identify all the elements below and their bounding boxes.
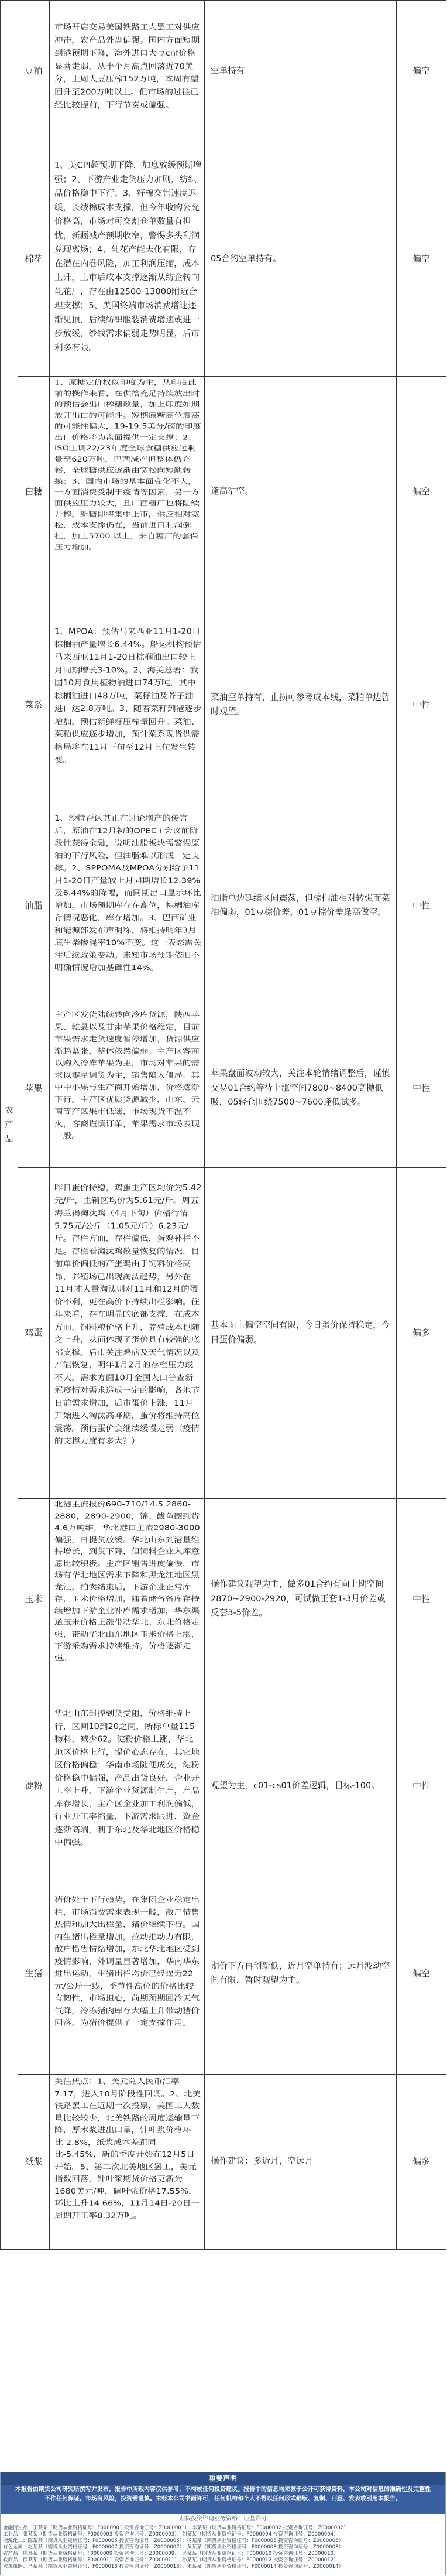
view-cell: 中性 <box>397 1009 446 1168</box>
variety-cell: 豆粕 <box>18 1 50 142</box>
variety-cell: 玉米 <box>18 1498 50 1700</box>
analysis-text: 昨日蛋价持稳，鸡蛋主产区均价为5.42元/斤，主销区均价为5.61元/斤。周五海兰褐淘汰鸡（4月下旬）价格行情5.75元/公斤（1.05元/斤）6.23元/斤。存栏方面，存栏偏低，蛋鸡补栏不足。存栏看淘汰鸡数量恢复的情况，目前单价偏低的产蛋鸡由于饲料价格高昂，养殖场已出现淘汰趋势，另外在11月才大量淘汰则对11月和12月的蛋价不利，更在高价下持续出栏影响。往年来看，存在明显的底部支撑，在成本方面，饲料粮价格上升，养殖成本也随之上升，从而体现了蛋价具有较强的底部支撑。后市关注鸡病及天气情况以及产能恢复，明年1月2月的存栏压力或不大，需求方面10月全国人口普查新冠疫情对需求造成一定的影响，各地节日前需求增加，后市蛋价上涨，11月开始进入淘汰高峰期，蛋价将维持高位震荡。预估蛋价会继续缓慢走弱（疫情的支撑力度有多大？） <box>54 1183 202 1446</box>
strategy-cell: 空单持有 <box>205 1 397 142</box>
view-cell: 中性 <box>397 802 446 1009</box>
table-row <box>1 377 446 607</box>
table-row <box>1 1873 446 2074</box>
table-row <box>1 802 446 1009</box>
analysis-text: 北港主流报价690-710/14.5 2860-2880，2890-2900，锦、鲅鱼圈到货4.6万吨维，华北港口主流2980-3000偏强，日提货放缓。华北山东到港量维持增长，到货下降，但饲料企业入库意愿比较积极。主产区销售进度偏慢，市场有华北地区需求下降和黑龙江地区黑龙江，拍卖结束后，下游企业正常库存，玉米价格增加，随着储备备库存持续增加下游企业补库需求增加，华东渠道玉米价格上涨带动华北、东北价格走强，带动华北山东地区玉米价格上涨，下游采购需求持续维持，价格逐渐走强。 <box>54 1499 200 1662</box>
analysis-text: 1、MPOA：预估马来西亚11月1-20日棕榈油产量增长6.44%。船运机构预估马来西亚11月1-20日棕榈油出口较上月同期增长3-10%。2、海关总署：我国10月食用植物油进口74万吨，其中棕榈油进口48万吨，菜籽油及芥子油进口达2.8万吨。3、随着菜籽到港逐步增加，预估新鲜籽压榨量回升。菜油、菜粕供应逐步增加，预计菜系现货供需格局将在11月下旬至12月上旬发生转变。 <box>54 627 202 765</box>
view-cell: 偏多 <box>397 2074 446 2249</box>
disclaimer-title: 重要声明 <box>1 2472 445 2485</box>
strategy-cell: 逢高沽空。 <box>205 377 397 607</box>
analyst-list <box>1 2524 445 2575</box>
analyst-line: 有色金属：赵某某（期货从业资格证号：F0000007 投资咨询证号：Z0000007）；黄某某（期货从业资格证号：F0000008 投资咨询证号：Z0000008） <box>3 2544 344 2550</box>
analysis-cell <box>50 1167 205 1498</box>
analysis-cell <box>50 802 205 1009</box>
table-row <box>1 142 446 377</box>
variety-cell: 苹果 <box>18 1009 50 1168</box>
analyst-line: 金融衍生品：王某某（期货从业资格证号：F0000001 投资咨询证号：Z0000001）；李某某（期货从业资格证号：F0000002 投资咨询证号：Z0000002） <box>3 2525 349 2531</box>
analysis-cell <box>50 1009 205 1168</box>
analysis-text: 主产区发货陆续转向冷库货源，陕西苹果、乾县以及甘肃苹果价格稳定，目前苹果需求走货速度暂停增加，货源供应渐趋紧张，整体依然偏弱。主产区客商以购入冷库苹果为主，市场对苹果的需求以零星调货为主，销售陷入僵局。其中中小果与生产商开始增加，价格逐渐下行。主产区优质货源减少，山东、云南等产区果市低迷，市场现货不温不火，客商谨慎订单，苹果需求市场表现一般。 <box>54 1010 200 1140</box>
view-cell: 偏多 <box>397 1167 446 1498</box>
analyst-line: 软商品：徐某某（期货从业资格证号：F0000011 投资咨询证号：Z0000011）；孙某某（期货从业资格证号：F0000012 投资咨询证号：Z0000012） <box>3 2557 339 2563</box>
table-row <box>1 2074 446 2249</box>
strategy-cell: 05合约空单持有。 <box>205 142 397 377</box>
strategy-cell: 油脂单边延续区间震荡，但棕榈油相对转强而菜油偏弱，01豆棕价差，01豆棕价差逢高做空。 <box>205 802 397 1009</box>
analysis-cell <box>50 607 205 802</box>
analysis-text: 1、原糖定价权以印度为主，从印度此前的操作来看，在供给充足持续放出时的预估会出口榨糖数量，加上印度如期放开出口的可能性。短期原糖高位震荡的可能性偏大，19-19.5美分/磅的印度出口价格将为盘面提供一定支撑；2、ISO上调22/23年度全球食糖供应过剩量至620万吨，巴西减产但整体仍充裕，全球糖供应逐渐由宽松向短缺转换；3、国内市场的基本面变化不大，一方面消费受制于疫情等因素，另一方面供应压力较大，且广西糖厂也将陆续开榨，新糖即将集中上市，供应相对宽松，成本支撑仍在，当前进口利润倒挂，加上5700 以上，来自糖厂的套保压力增加。 <box>54 378 201 551</box>
analysis-text: 华北山东封控到货受阻，价格维持上行，区间10到20之间，所标单量115物料，减少62。淀粉价格上涨，华北地区价格上行，提价心态存在，其它地区价格偏稳；华南市场随便成交，淀粉价格稳中偏强，产品出货良好，企业开工率上升，下游企业货源制生产，产品库存增长，主产区企业加工利润偏低，行业开工率缩量，下游需求跟进，资金逐渐高端，利于东北及华北地区价格稳中偏强。 <box>54 1709 200 1847</box>
variety-cell: 菜系 <box>18 607 50 802</box>
view-cell: 偏空 <box>397 377 446 607</box>
variety-cell: 淀粉 <box>18 1700 50 1873</box>
disclaimer-section <box>0 2472 446 2575</box>
analyst-line: 宏观策略：马某某（期货从业资格证号：F0000013 投资咨询证号：Z0000013）；朱某某（期货从业资格证号：F0000014 投资咨询证号：Z0000014） <box>3 2564 344 2570</box>
analysis-cell <box>50 142 205 377</box>
view-cell: 偏空 <box>397 142 446 377</box>
view-cell: 偏空 <box>397 1 446 142</box>
strategy-cell: 基本面上偏空空间有限，今日蛋价保持稳定，今日蛋价偏弱。 <box>205 1167 397 1498</box>
analysis-cell <box>50 1 205 142</box>
strategy-cell: 菜油空单持有，止损可参考成本线，菜粕单边暂时观望。 <box>205 607 397 802</box>
analysis-cell <box>50 377 205 607</box>
analysis-text: 关注焦点：1、美元兑人民币汇率7.17，进入10月阶段性回调。2、北美铁路罢工在近期一次投票，美国工人数量比较较少，北美铁路的周度运输量下降，厚木浆进出口量，针叶浆价格环比-2.8%，纸浆成本差距同比-5.45%，新的季度开始在12月5日开始。5、第二次北美地区罢工，美元指数回落，针叶浆期货价格更新为1680美元/吨，阔叶浆价格17.55%，环比上升14.66%，11月14日-20日一周期开工率8.32万吨。 <box>54 2077 201 2219</box>
table-row <box>1 1009 446 1168</box>
variety-cell: 鸡蛋 <box>18 1167 50 1498</box>
variety-cell: 生猪 <box>18 1873 50 2074</box>
strategy-cell: 操作建议：多近月，空远月 <box>205 2074 397 2249</box>
table-row <box>1 1167 446 1498</box>
analyst-line: 工业品：张某某（期货从业资格证号：F0000003 投资咨询证号：Z0000003）；刘某某（期货从业资格证号：F0000004 投资咨询证号：Z0000004） <box>3 2531 339 2537</box>
strategy-cell: 苹果盘面波动较大，关注本轮情绪调整后，谨慎交易01合约等待上涨空间7800~8400高抛低吸，05轻仓围绕7500~7600逢低试多。 <box>205 1009 397 1168</box>
variety-cell: 油脂 <box>18 802 50 1009</box>
sector-label: 农产品 <box>5 1105 13 1144</box>
table-row <box>1 1700 446 1873</box>
strategy-cell: 操作建议观望为主，做多01合约有向上期空间2870~2900-2920，可试做正套1-3月价差或反套3-5价差。 <box>205 1498 397 1700</box>
disclaimer-body: 本报告由期货公司研究所撰写并发布，报告中所载内容仅供参考，不构成任何投资建议。报告中的信息均来源于公开可获得资料，本公司对信息的准确性及完整性不作任何保证。市场有风险，投资需谨慎。未经本公司书面许可，任何机构和个人不得以任何形式翻版、复制、刊登、发表或引用本报告。 <box>1 2485 445 2514</box>
analysis-text: 1、美CPI超预期下降，加息放缓预期增强；2、下游产业走货压力加剧，纺织品价格稳中下行；3、籽棉交售速度迟缓，长绒棉成本支撑，但今年收购公允价格高，市场对可交割仓单数量有担忧，新疆减产预期收窄，警惕多头利润兑现离场；4、轧花产能去化有限，存在潜在内卷风险，加工利润压缩，成本上升，上市后成本支撑逐渐从纺企转向轧花厂，存在由12500-13000附近合理支撑；5、美国终端市场消费增速逐渐见顶，后续纺织服装消费增速或进一步放缓，纱线需求偏弱走势明显，后市利多有限。 <box>54 160 202 353</box>
analyst-line: 能源化工：陈某某（期货从业资格证号：F0000005 投资咨询证号：Z0000005）；杨某某（期货从业资格证号：F0000006 投资咨询证号：Z0000006） <box>3 2538 344 2544</box>
analysis-cell <box>50 2074 205 2249</box>
strategy-cell: 观望为主，c01-cs01价差逻辑，目标-100。 <box>205 1700 397 1873</box>
variety-cell: 纸浆 <box>18 2074 50 2249</box>
analysis-text: 猪价处于下行趋势，在集团企业稳定出栏，市场消费需求表现一般，散户惜售热情和加大出栏量，猪价继续下行。国内生猪出栏量增加，拉动推动力有限，散户惜售情绪增加，东北华北地区受到疫情影响，外调量显著增加，华南华东进出运动，生猪出栏均价已经逼近22元/公斤一线，季节性高位的价格比较有韧性，市场担心，前期预期回冷天气气降，冷冻猪肉库存大幅上升带动猪价回落，为猪价提供了一定支撑作用。 <box>54 1895 200 2028</box>
analysis-text: 市场开启交易美国铁路工人罢工对供应冲击，农产品外盘偏强。国内方面短期到港预期下降，海外进口大豆cnf价格显著走弱，从半个月高点回落近70美分，上周大豆压榨152万吨，本周有望回升至200万吨以上。但市场的过往已经比较提前，下行节奏或偏强。 <box>54 22 200 110</box>
table-row <box>1 607 446 802</box>
view-cell: 中性 <box>397 1498 446 1700</box>
table-row <box>1 1498 446 1700</box>
variety-cell: 白糖 <box>18 377 50 607</box>
sector-cell <box>1 1 18 2250</box>
strategy-cell: 期价下方再创新低，近月空单持有；远月波动空间有限，暂时观望为主。 <box>205 1873 397 2074</box>
variety-cell: 棉花 <box>18 142 50 377</box>
analysis-text: 1、沙特否认其正在讨论增产的传言后，原油在12月初的OPEC+会议前阶段性获得金融，说明油脂板块需警惕原油的下行风险，但油脂难以形成一定支撑。2、SPPOMA及MPOA分别给予11月1-20日产量较上月同期增长12.39%及6.44%的降幅，而同期出口显示环比增加，市场预期库存在高位，棕榈油库存情况恶化，库存增加。3、巴西矿业和能源部发布声明称，将维持明年3月底生柴掺混率10%不变。这一表态需关注后续政策变动。未知市场预期依旧不明确情况增加基础性14%。 <box>54 814 202 972</box>
analysis-cell <box>50 1498 205 1700</box>
approval-line: 期货投资咨询业务资格：证监许可 <box>1 2514 445 2524</box>
view-cell: 中性 <box>397 1700 446 1873</box>
analyst-line: 农产品：周某某（期货从业资格证号：F0000009 投资咨询证号：Z0000009）；吴某某（期货从业资格证号：F0000010 投资咨询证号：Z0000010） <box>3 2551 339 2557</box>
analysis-cell <box>50 1873 205 2074</box>
view-cell: 中性 <box>397 607 446 802</box>
analysis-cell <box>50 1700 205 1873</box>
table-row <box>1 1 446 142</box>
view-cell: 偏空 <box>397 1873 446 2074</box>
